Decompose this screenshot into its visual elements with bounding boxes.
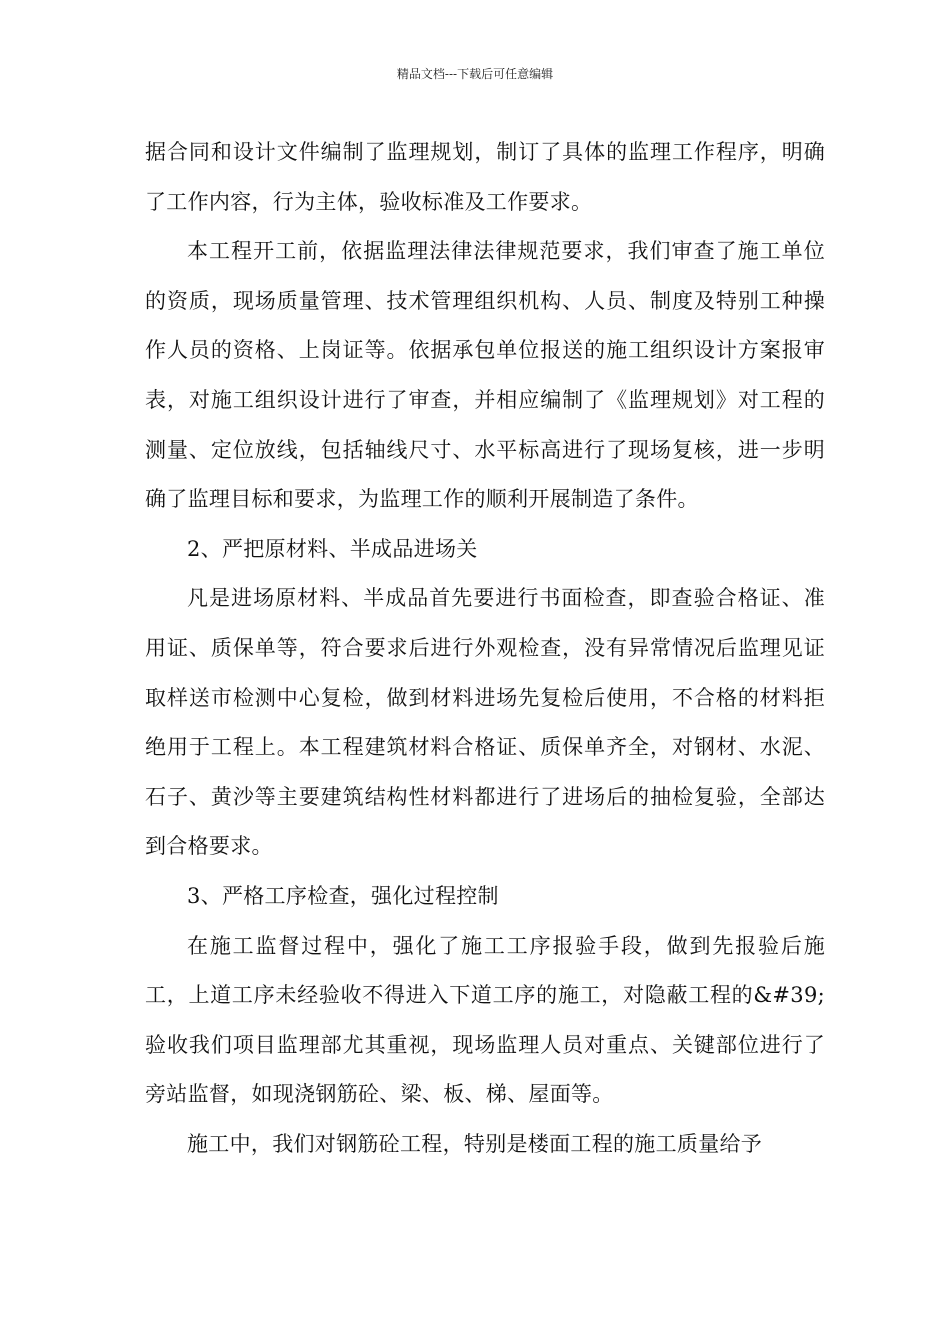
paragraph-concrete-works: 施工中，我们对钢筋砼工程，特别是楼面工程的施工质量给予 bbox=[187, 1131, 763, 1156]
document-body bbox=[145, 128, 825, 1169]
section-heading-materials: 2、严把原材料、半成品进场关 bbox=[187, 536, 478, 561]
paragraph-materials-inspection: 凡是进场原材料、半成品首先要进行书面检查，即查验合格证、准用证、质保单等，符合要求后进行外观检查，没有异常情况后监理见证取样送市检测中心复检，做到材料进场先复检后使用，不合格的材料拒绝用于工程上。本工程建筑材料合格证、质保单齐全，对钢材、水泥、石子、黄沙等主要建筑结构性材料都进行了进场后的抽检复验，全部达到合格要求。 bbox=[145, 586, 825, 859]
paragraph-process-inspection: 在施工监督过程中，强化了施工工序报验手段，做到先报验后施工，上道工序未经验收不得进入下道工序的施工，对隐蔽工程的&#39;验收我们项目监理部尤其重视，现场监理人员对重点、关键部位进行了旁站监督，如现浇钢筋砼、梁、板、梯、屋面等。 bbox=[145, 933, 825, 1107]
section-heading-process-control: 3、严格工序检查，强化过程控制 bbox=[187, 883, 499, 908]
paragraph-pre-construction-review: 本工程开工前，依据监理法律法律规范要求，我们审查了施工单位的资质，现场质量管理、技术管理组织机构、人员、制度及特别工种操作人员的资格、上岗证等。依据承包单位报送的施工组织设计方案报审表，对施工组织设计进行了审查，并相应编制了《监理规划》对工程的测量、定位放线，包括轴线尺寸、水平标高进行了现场复核，进一步明确了监理目标和要求，为监理工作的顺利开展制造了条件。 bbox=[145, 239, 825, 512]
page-header: 精品文档---下载后可任意编辑 bbox=[396, 67, 554, 81]
paragraph-continuation: 据合同和设计文件编制了监理规划，制订了具体的监理工作程序，明确了工作内容，行为主体，验收标准及工作要求。 bbox=[145, 140, 825, 214]
